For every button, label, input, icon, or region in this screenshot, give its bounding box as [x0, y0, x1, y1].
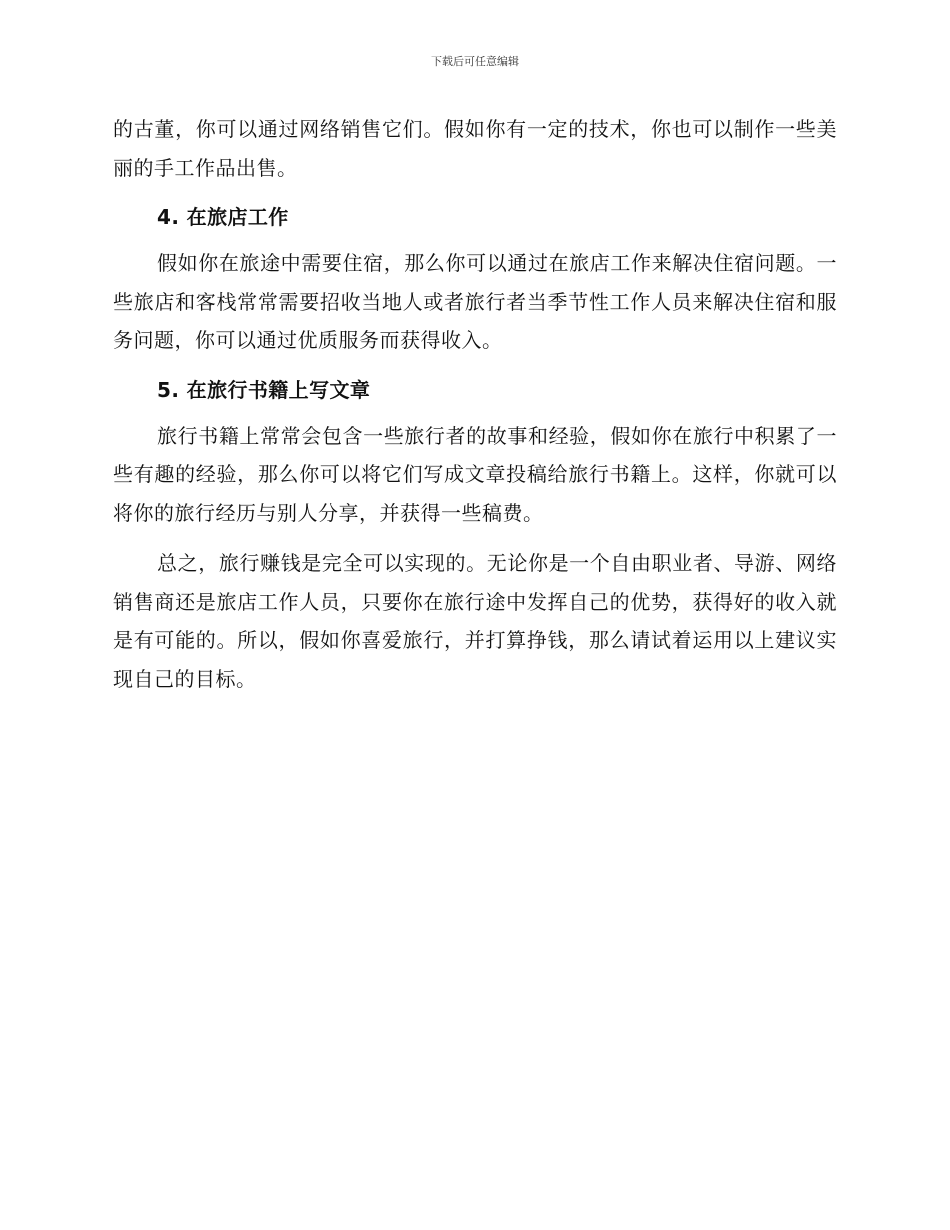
- section-heading-4: 4. 在旅店工作: [157, 205, 289, 229]
- section-heading-5: 5. 在旅行书籍上写文章: [157, 377, 371, 402]
- paragraph-continued: 的古董，你可以通过网络销售它们。假如你有一定的技术，你也可以制作一些美丽的手工作品出售。: [113, 117, 837, 180]
- paragraph-conclusion: 总之，旅行赚钱是完全可以实现的。无论你是一个自由职业者、导游、网络销售商还是旅店工作人员，只要你在旅行途中发挥自己的优势，获得好的收入就是有可能的。所以，假如你喜爱旅行，并打算挣钱，那么请试着运用以上建议实现自己的目标。: [113, 551, 837, 691]
- paragraph-hotel-work: 假如你在旅途中需要住宿，那么你可以通过在旅店工作来解决住宿问题。一些旅店和客栈常常需要招收当地人或者旅行者当季节性工作人员来解决住宿和服务问题，你可以通过优质服务而获得收入。: [113, 251, 837, 352]
- page-header: 下载后可任意编辑: [431, 55, 519, 68]
- document-body: [113, 110, 837, 698]
- paragraph-travel-writing: 旅行书籍上常常会包含一些旅行者的故事和经验，假如你在旅行中积累了一些有趣的经验，那么你可以将它们写成文章投稿给旅行书籍上。这样，你就可以将你的旅行经历与别人分享，并获得一些稿费。: [113, 423, 837, 525]
